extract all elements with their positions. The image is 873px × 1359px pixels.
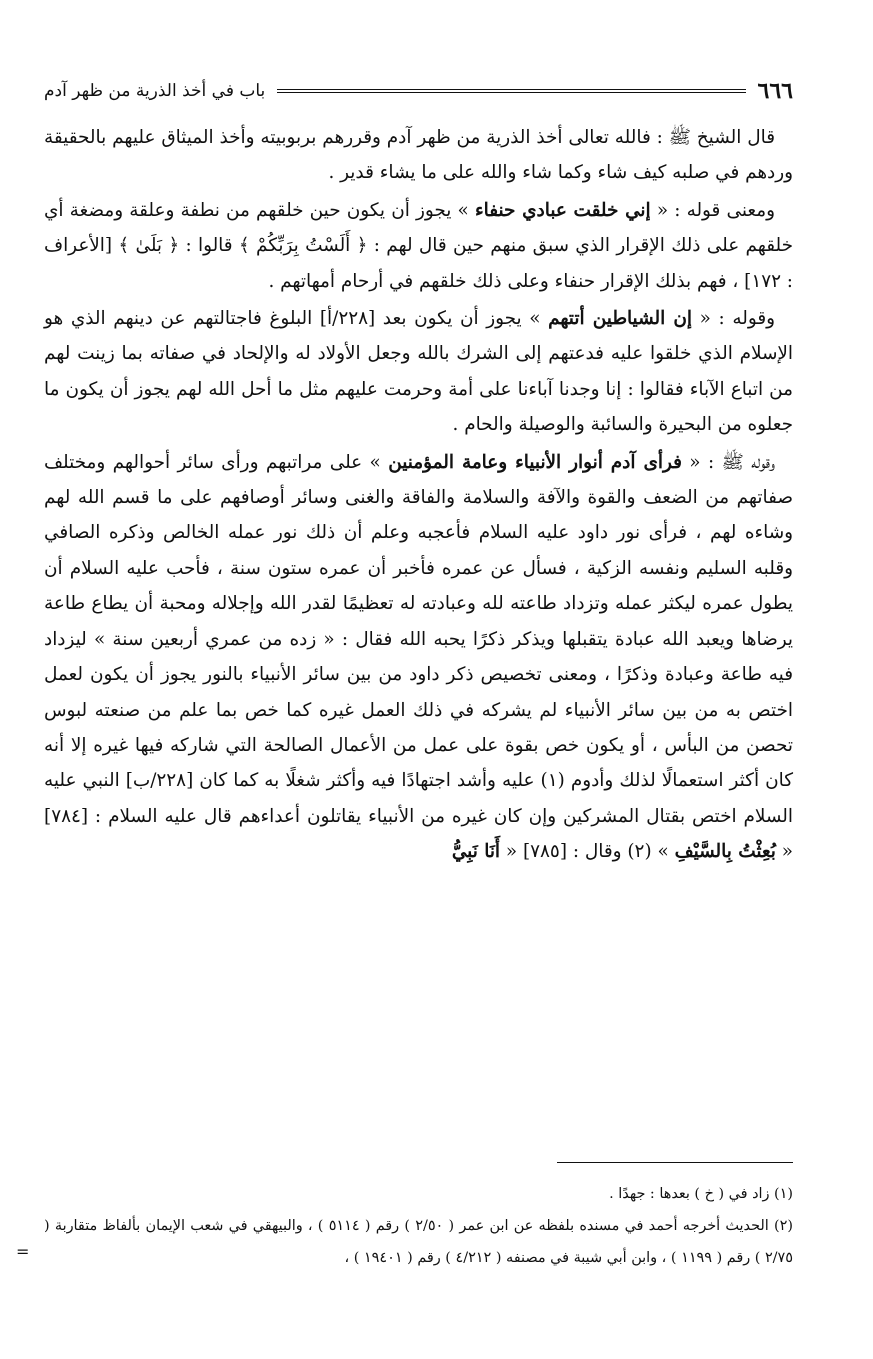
text-run: » يجوز أن يكون بعد [٢٢٨/أ] البلوغ فاجتالتهم عن دينهم الذي هو الإسلام الذي خلقوا عليه فدعتهم إلى الشرك بالله وجعل الأولاد له والإلحاد في صفاته بما زينت لهم من اتباع الآباء فقالوا : إنا وجدنا آباءنا على أمة وحرمت عليهم مثل ما أحل الله لهم يجوز أن يكون ما جعلوه من البحيرة والسائبة والوصيلة والحام .	[44, 308, 793, 436]
text-run: وقوله ﷺ : «	[681, 451, 775, 473]
bold-quote: بُعِثْتُ بِالسَّيْفِ	[674, 841, 776, 863]
running-head	[44, 78, 793, 104]
footnote-2: (٢) الحديث أخرجه أحمد في مسنده بلفظه عن ابن عمر ( ٢/٥٠ ) رقم ( ٥١١٤ ) ، والبيهقي في شعب الإيمان بألفاظ متقاربة ( ٢/٧٥ ) رقم ( ١١٩٩ ) ، وابن أبي شيبة في مصنفه ( ٤/٢١٢ ) رقم ( ١٩٤٠١ ) ،	[44, 1218, 793, 1266]
book-page	[16, 70, 793, 1359]
bold-quote: إني خلقت عبادي حنفاء	[474, 199, 651, 221]
paragraph	[44, 193, 793, 299]
text-run: » (٢) وقال : [٧٨٥] «	[500, 841, 675, 863]
text-run: » يجوز أن يكون حين خلقهم من نطفة وعلقة ومضغة أي خلقهم على ذلك الإقرار الذي سبق منهم حين قال لهم : ﴿ أَلَسْتُ بِرَبِّكُمْ ﴾ قالوا : ﴿ بَلَىٰ ﴾ [الأعراف : ١٧٢] ، فهم بذلك الإقرار حنفاء وعلى ذلك خلقهم في أرحام أمهاتهم .	[44, 199, 793, 292]
footnote-1: (١) زاد في ( خ ) بعدها : جهدًا .	[609, 1186, 793, 1202]
text-run: قال الشيخ ﷺ : فالله تعالى أخذ الذرية من ظهر آدم وقررهم بربوبيته وأخذ الميثاق عليهم بالحقيقة وردهم في صلبه كيف شاء وكما شاء والله على ما يشاء قدير .	[44, 127, 793, 184]
paragraph	[44, 301, 793, 443]
footnotes	[44, 1178, 793, 1274]
body-text	[44, 120, 793, 870]
paragraph	[44, 120, 793, 191]
bold-quote: فرأى آدم أنوار الأنبياء وعامة المؤمنين	[388, 451, 682, 473]
paragraph	[44, 445, 793, 870]
chapter-title: باب في أخذ الذرية من ظهر آدم	[44, 81, 266, 101]
bold-quote: أَنَا نَبِيُّ	[451, 841, 501, 863]
text-run: ومعنى قوله : «	[650, 199, 775, 221]
page-number: ٦٦٦	[757, 78, 793, 104]
continuation-mark: =	[16, 1242, 30, 1261]
footnote-separator	[557, 1162, 793, 1163]
text-run: » على مراتبهم ورأى سائر أحوالهم ومختلف صفاتهم من الضعف والقوة والآفة والسلامة والفاقة والغنى وسائر أوصافهم على ما قسم الله لهم وشاءه لهم ، فرأى نور داود عليه السلام فأعجبه وعلم أن ذلك نور عمله الخالص وذكره الصافي وقلبه السليم ونفسه الزكية ، فسأل عن عمره فأخبر أن عمره ستون سنة ، فأحب عليه السلام أن يطول عمره ليكثر عمله وتزداد طاعته لله وعبادته له تعظيمًا لقدر الله وإجلاله ومحبة أن يطاع طاعة يرضاها ويعبد الله عبادة يتقبلها ويذكر ذكرًا يحبه الله فقال : « زده من عمري أربعين سنة » ليزداد فيه طاعة وعبادة وذكرًا ، ومعنى تخصيص ذكر داود من بين سائر الأنبياء بالنور يجوز أن يكون لعمل اختص به من بين سائر الأنبياء لم يشركه في ذلك العمل غيره كما خص بما علم من صنعته لبوس تحصن من البأس ، أو يكون خص بقوة على عمل من الأعمال الصالحة التي شاركه فيها غيره إلا أنه كان أكثر استعمالًا لذلك وأدوم (١) عليه وأشد اجتهادًا فيه وأكثر شغلًا به كما كان [٢٢٨/ب] النبي عليه السلام اختص بقتال المشركين وإن كان غيره من الأنبياء يقاتلون أعداءهم قال عليه السلام : [٧٨٤] «	[44, 451, 793, 863]
bold-quote: إن الشياطين أتتهم	[548, 308, 693, 330]
header-double-rule	[277, 89, 745, 93]
text-run: وقوله : «	[692, 308, 775, 330]
